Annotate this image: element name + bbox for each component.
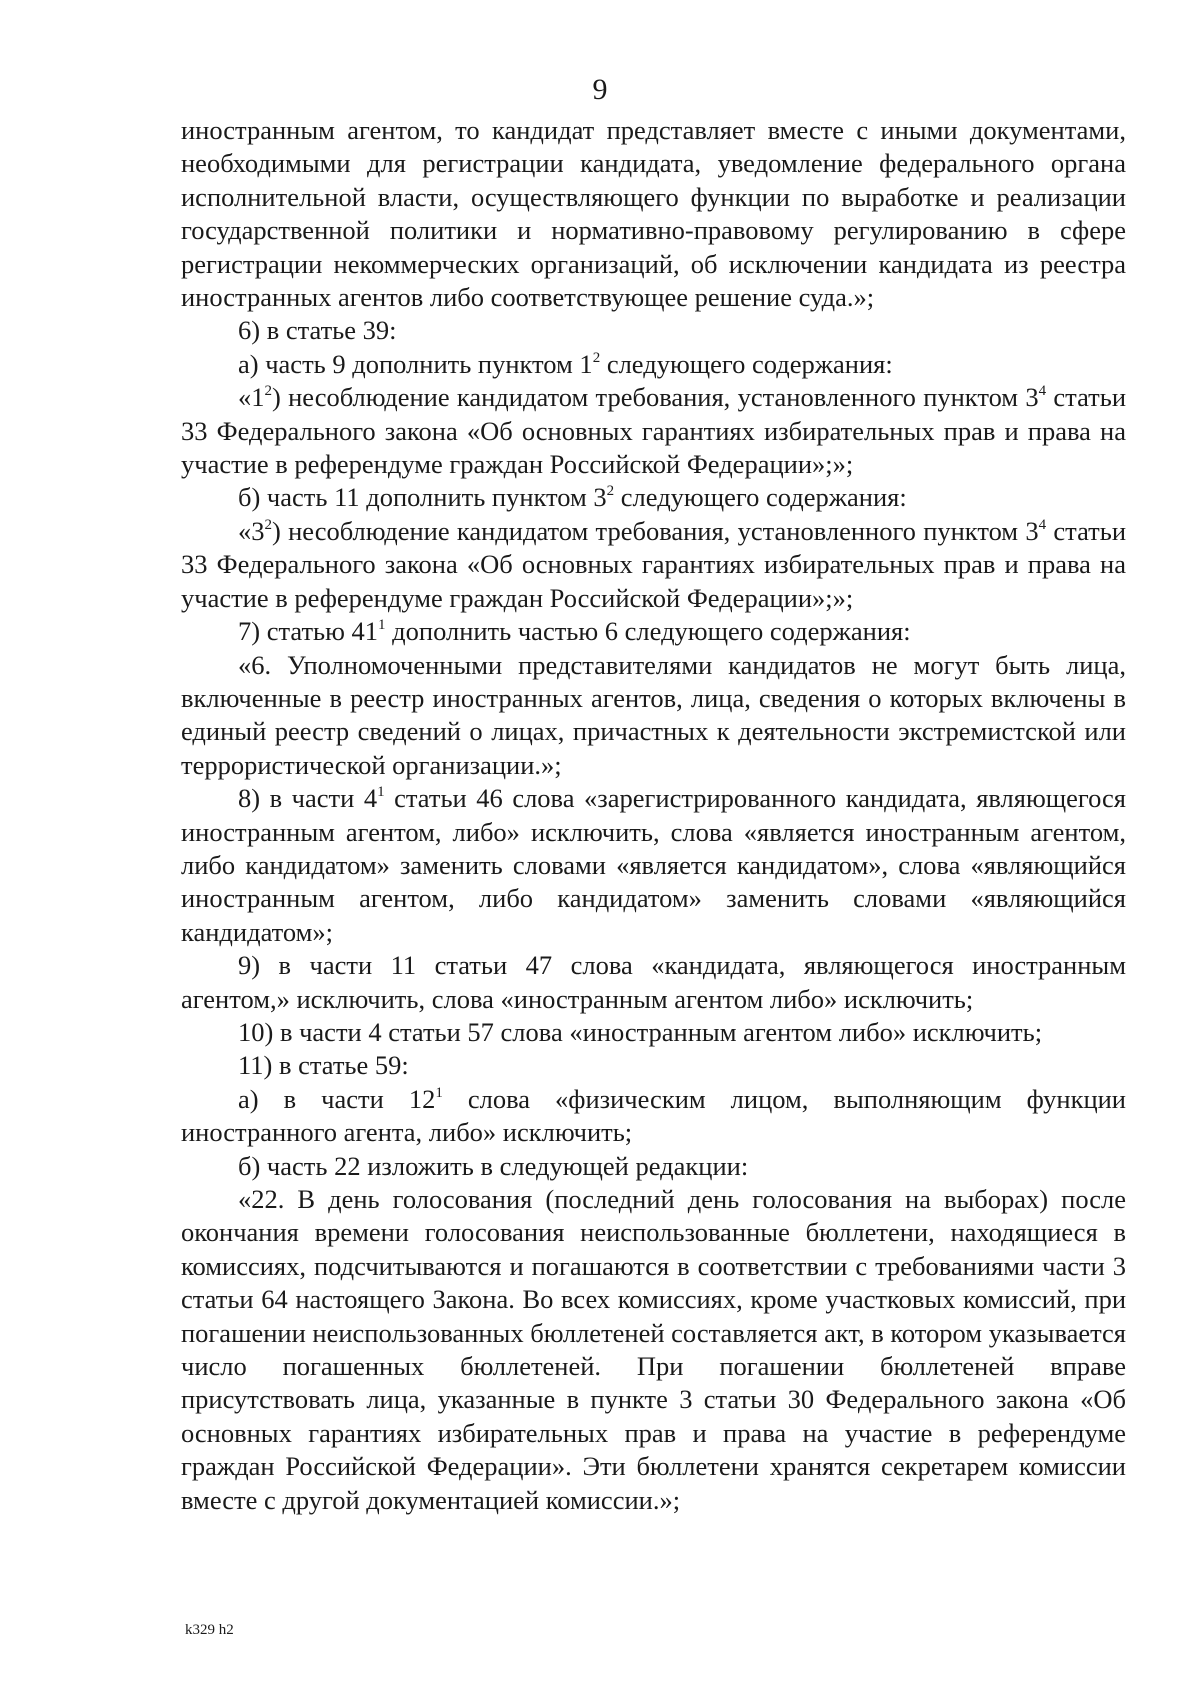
paragraph — [181, 1150, 1126, 1183]
superscript: 2 — [264, 383, 272, 400]
paragraph — [181, 314, 1126, 347]
text-run: ) несоблюдение кандидатом требования, установленного пунктом 3 — [272, 382, 1039, 413]
document-body — [181, 114, 1126, 1517]
text-run: «3 — [238, 515, 265, 546]
text-run: 9) в части 11 статьи 47 слова «кандидата, являющегося иностранным агентом,» исключить, слова «иностранным агентом либо» исключить; — [181, 950, 1126, 1014]
text-run: б) часть 11 дополнить пунктом 3 — [238, 482, 607, 513]
text-run: 11) в статье 59: — [238, 1050, 409, 1081]
paragraph — [181, 1016, 1126, 1049]
text-run: а) в части 12 — [238, 1083, 436, 1114]
paragraph — [181, 348, 1126, 381]
text-run: а) часть 9 дополнить пунктом 1 — [238, 348, 593, 379]
text-run: 6) в статье 39: — [238, 315, 397, 346]
paragraph — [181, 381, 1126, 481]
text-run: «22. В день голосования (последний день голосования на выборах) после окончания времени голосования неиспользованные бюллетени, находящиеся в комиссиях, подсчитываются и погашаются в соответствии с требованиями части 3 статьи 64 настоящего Закона. Во всех комиссиях, кроме участковых комиссий, при погашении неиспользованных бюллетеней составляется акт, в котором указывается число погашенных бюллетеней. При погашении бюллетеней вправе присутствовать лица, указанные в пункте 3 статьи 30 Федерального закона «Об основных гарантиях избирательных прав и права на участие в референдуме граждан Российской Федерации». Эти бюллетени хранятся секретарем комиссии вместе с другой документацией комиссии.»; — [181, 1184, 1126, 1515]
paragraph — [181, 949, 1126, 1016]
paragraph — [181, 1049, 1126, 1082]
paragraph — [181, 615, 1126, 648]
text-run: слова «физическим лицом, выполняющим функции иностранного агента, либо» исключить; — [181, 1083, 1126, 1148]
text-run: статьи 46 слова «зарегистрированного кандидата, являющегося иностранным агентом, либо» исключить, слова «является иностранным агентом, либо кандидатом» заменить словами «является кандидатом», слова «являющийся иностранным агентом, либо кандидатом» заменить словами «являющийся кандидатом»; — [181, 783, 1126, 947]
text-run: 8) в части 4 — [238, 783, 378, 814]
superscript: 4 — [1038, 516, 1047, 533]
superscript: 1 — [377, 784, 385, 801]
superscript: 2 — [592, 349, 601, 366]
text-run: следующего содержания: — [600, 348, 893, 379]
paragraph — [181, 515, 1126, 615]
text-run: ) несоблюдение кандидатом требования, установленного пунктом 3 — [272, 515, 1039, 546]
paragraph — [181, 481, 1126, 514]
superscript: 1 — [378, 617, 386, 634]
text-run: дополнить частью 6 следующего содержания: — [385, 616, 911, 647]
superscript: 1 — [435, 1084, 443, 1101]
text-run: статьи 33 Федерального закона «Об основных гарантиях избирательных прав и права на участие в референдуме граждан Российской Федерации»;»; — [181, 382, 1126, 480]
text-run: следующего содержания: — [614, 482, 907, 513]
paragraph — [181, 1183, 1126, 1517]
text-run: б) часть 22 изложить в следующей редакции: — [238, 1150, 749, 1181]
paragraph — [181, 649, 1126, 783]
superscript: 2 — [606, 483, 615, 500]
paragraph — [181, 114, 1126, 314]
text-run: иностранным агентом, то кандидат представляет вместе с иными документами, необходимыми для регистрации кандидата, уведомление федерального органа исполнительной власти, осуществляющего функции по выработке и реализации государственной политики и нормативно-правовому регулированию в сфере регистрации некоммерческих организаций, об исключении кандидата из реестра иностранных агентов либо соответствующее решение суда.»; — [181, 115, 1126, 313]
text-run: «1 — [238, 382, 265, 413]
text-run: 7) статью 41 — [238, 616, 379, 647]
document-code: k329 h2 — [185, 1622, 234, 1638]
superscript: 4 — [1038, 383, 1047, 400]
paragraph — [181, 1083, 1126, 1150]
text-run: 10) в части 4 статьи 57 слова «иностранным агентом либо» исключить; — [238, 1016, 1043, 1047]
paragraph — [181, 782, 1126, 949]
page-number: 9 — [592, 73, 608, 106]
text-run: статьи 33 Федерального закона «Об основных гарантиях избирательных прав и права на участие в референдуме граждан Российской Федерации»;»; — [181, 515, 1126, 613]
superscript: 2 — [264, 516, 272, 533]
text-run: «6. Уполномоченными представителями кандидатов не могут быть лица, включенные в реестр иностранных агентов, лица, сведения о которых включены в единый реестр сведений о лицах, причастных к деятельности экстремистской или террористической организации.»; — [181, 649, 1126, 780]
